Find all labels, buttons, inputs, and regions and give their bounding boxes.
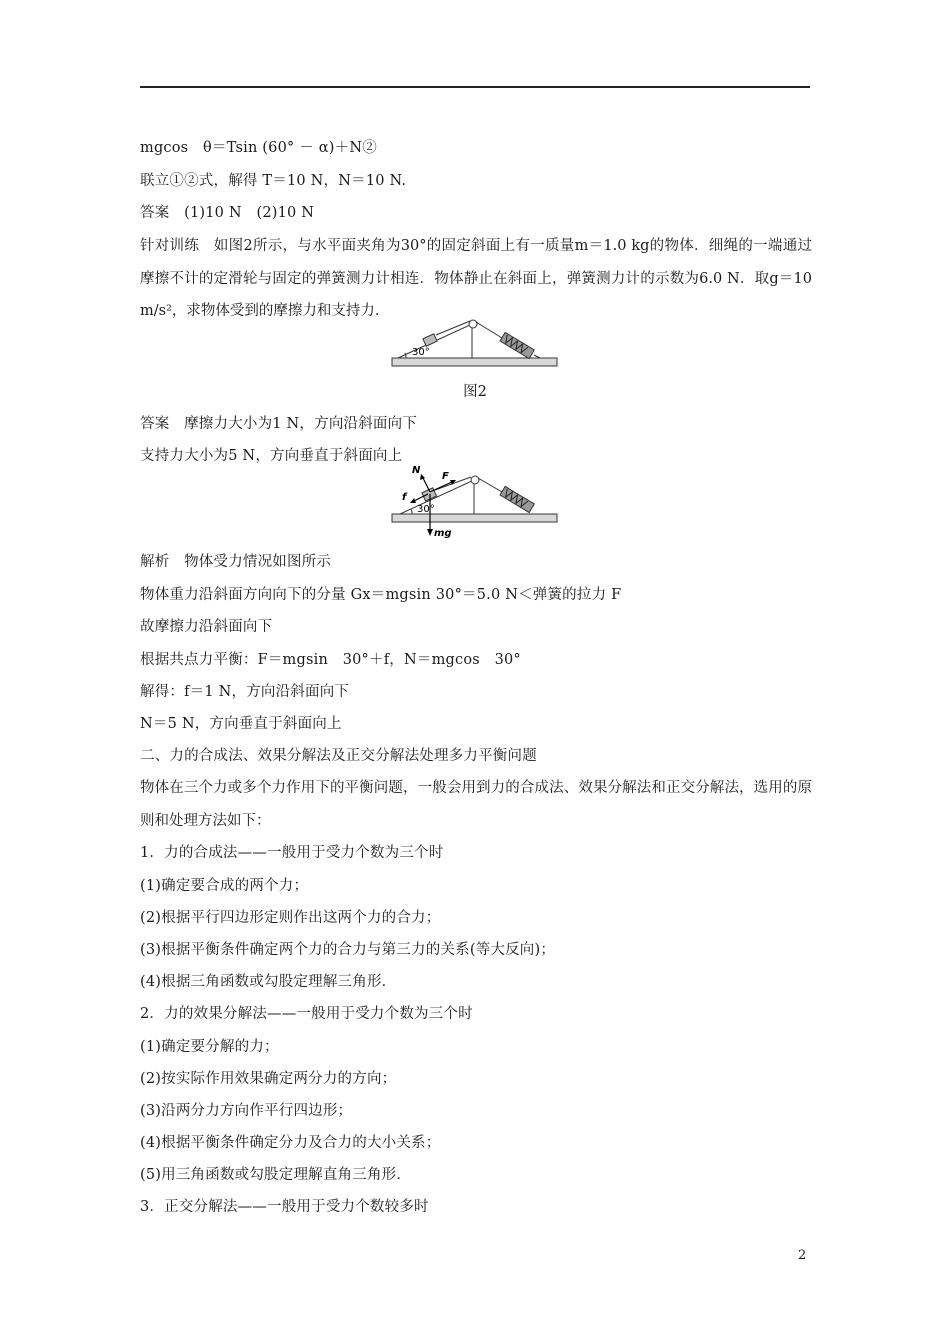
list-item: (1)确定要分解的力；	[140, 1039, 279, 1055]
figure-caption: 图2	[463, 384, 487, 400]
pulley	[469, 320, 477, 328]
answer-line: 支持力大小为5 N，方向垂直于斜面向上	[140, 448, 403, 464]
equation-line: mgcos θ＝Tsin (60° － α)＋N②	[140, 140, 377, 156]
incline-figure	[390, 318, 560, 370]
equation-line: 根据共点力平衡：F＝mgsin 30°＋f，N＝mgcos 30°	[140, 652, 521, 668]
label-N: N	[412, 465, 421, 476]
list-item: (3)根据平衡条件确定两个力的合力与第三力的关系(等大反向)；	[140, 942, 556, 958]
list-item: (3)沿两分力方向作平行四边形；	[140, 1103, 353, 1119]
page-number: 2	[798, 1248, 807, 1263]
list-item: (2)根据平行四边形定则作出这两个力的合力；	[140, 910, 441, 926]
angle-label: 30°	[412, 347, 430, 358]
intro-paragraph: 物体在三个力或多个力作用下的平衡问题，一般会用到力的合成法、效果分解法和正交分解法，选用的原则和处理方法如下：	[140, 780, 812, 829]
text-line: 解得：f＝1 N，方向沿斜面向下	[140, 684, 350, 700]
angle-label: 30°	[417, 504, 435, 515]
section-heading: 二、力的合成法、效果分解法及正交分解法处理多力平衡问题	[140, 748, 537, 764]
list-item: (4)根据三角函数或勾股定理解三角形．	[140, 974, 397, 990]
label-mg: mg	[434, 528, 452, 539]
text-line: 联立①②式，解得 T＝10 N，N＝10 N.	[140, 173, 407, 189]
list-item: (5)用三角函数或勾股定理解直角三角形．	[140, 1167, 412, 1183]
exercise-paragraph: 针对训练 如图2所示，与水平面夹角为30°的固定斜面上有一质量m＝1.0 kg的物体．细绳的一端通过摩擦不计的定滑轮与固定的弹簧测力计相连．物体静止在斜面上，弹簧测力计的示数为6.0 N．取g＝10 m/s²，求物体受到的摩擦力和支持力．	[140, 238, 812, 319]
block	[423, 334, 437, 346]
text-line: 物体重力沿斜面方向向下的分量 Gx＝mgsin 30°＝5.0 N＜弹簧的拉力 F	[140, 587, 622, 603]
header-rule	[140, 86, 810, 88]
text-line: N＝5 N，方向垂直于斜面向上	[140, 716, 342, 732]
analysis-line: 解析 物体受力情况如图所示	[140, 554, 332, 570]
text-line: 故摩擦力沿斜面向下	[140, 619, 273, 635]
spring-scale	[500, 332, 534, 358]
list-item: (1)确定要合成的两个力；	[140, 878, 309, 894]
method-heading: 1．力的合成法——一般用于受力个数为三个时	[140, 845, 444, 861]
method-heading: 3．正交分解法——一般用于受力个数较多时	[140, 1199, 429, 1215]
answer-line: 答案 摩擦力大小为1 N，方向沿斜面向下	[140, 416, 418, 432]
force-diagram	[390, 462, 560, 542]
ground-slab	[392, 358, 557, 366]
answer-line: 答案 (1)10 N (2)10 N	[140, 205, 315, 221]
method-heading: 2．力的效果分解法——一般用于受力个数为三个时	[140, 1006, 473, 1022]
label-F: F	[442, 471, 449, 482]
label-f: f	[402, 492, 407, 503]
list-item: (4)根据平衡条件确定分力及合力的大小关系；	[140, 1135, 441, 1151]
list-item: (2)按实际作用效果确定两分力的方向；	[140, 1071, 397, 1087]
